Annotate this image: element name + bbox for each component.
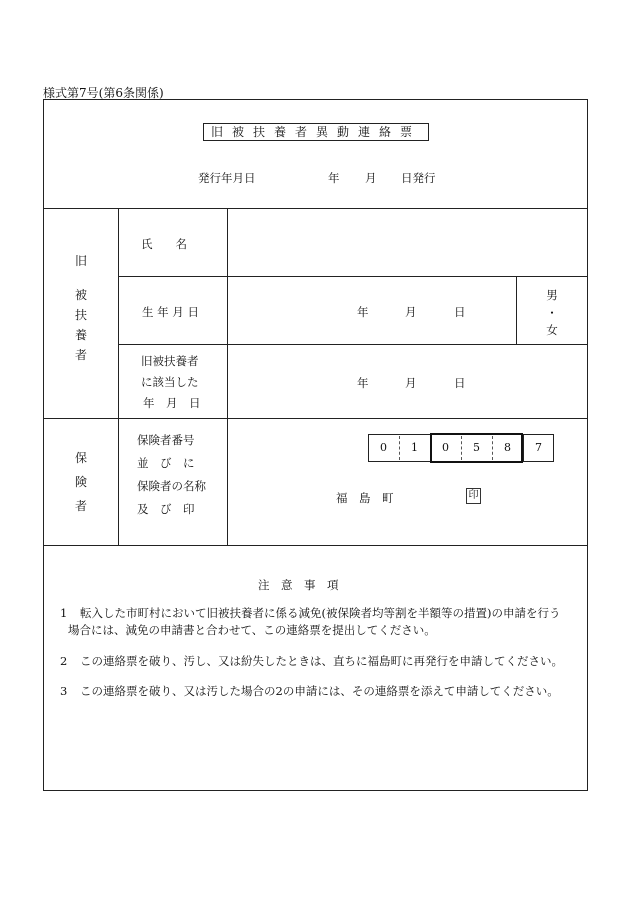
note-item: 3 この連絡票を破り、又は汚した場合の2の申請には、その連絡票を添えて申請してください。: [60, 684, 559, 698]
became-date-label: 旧被扶養者 に該当した 年 月 日: [141, 354, 201, 410]
insurer-number-digit: 8: [504, 441, 511, 454]
note-item: 2 この連絡票を破り、汚し、又は紛失したときは、直ちに福島町に再発行を申請してください。: [60, 654, 563, 668]
became-year: 年: [357, 376, 369, 390]
insurer-number-digit: 1: [411, 441, 418, 454]
issue-month: 月: [365, 171, 377, 185]
sex-female[interactable]: 女: [546, 323, 558, 337]
became-month: 月: [405, 376, 417, 390]
birth-date-label: 生 年 月 日: [142, 305, 199, 319]
insurer-number-digit: 0: [442, 441, 449, 454]
note-item: 1 転入した市町村において旧被扶養者に係る減免(被保険者均等割を半額等の措置)の申請を行う 場合には、減免の申請書と合わせて、この連絡票を提出してください。: [60, 606, 561, 637]
insurer-name: 福 島 町: [336, 491, 394, 505]
divider-insurer: [43, 545, 588, 546]
sex-male[interactable]: 男: [546, 288, 558, 302]
birth-day: 日: [454, 305, 466, 319]
notes-heading: 注 意 事 項: [258, 578, 339, 592]
column-divider-2: [227, 208, 228, 545]
insurer-field-label: 保険者番号 並 び に 保険者の名称 及 び 印: [137, 433, 206, 516]
issue-year: 年: [328, 171, 340, 185]
insurer-number-digit: 7: [535, 441, 542, 454]
insurer-number-digit: 5: [473, 441, 480, 454]
issue-date-label: 発行年月日: [198, 171, 256, 185]
name-field[interactable]: [230, 212, 584, 272]
issue-day: 日発行: [401, 171, 436, 185]
divider-birth: [118, 344, 588, 345]
seal-stamp: 印: [466, 488, 481, 504]
section-insurer: 保 険 者: [74, 451, 87, 513]
sex-column-divider: [516, 276, 517, 344]
sex-separator: ・: [546, 306, 558, 320]
column-divider-1: [118, 208, 119, 545]
insurer-number-digit: 0: [380, 441, 387, 454]
form-title: 旧被扶養者異動連絡票: [203, 123, 429, 141]
section-former-dependent: 旧 被 扶 養 者: [74, 254, 87, 362]
divider-name: [118, 276, 588, 277]
divider-header: [43, 208, 588, 209]
name-label: 氏 名: [141, 237, 187, 251]
birth-month: 月: [405, 305, 417, 319]
form-number-label: 様式第7号(第6条関係): [43, 86, 164, 100]
became-day: 日: [454, 376, 466, 390]
divider-dependent: [43, 418, 588, 419]
birth-year: 年: [357, 305, 369, 319]
